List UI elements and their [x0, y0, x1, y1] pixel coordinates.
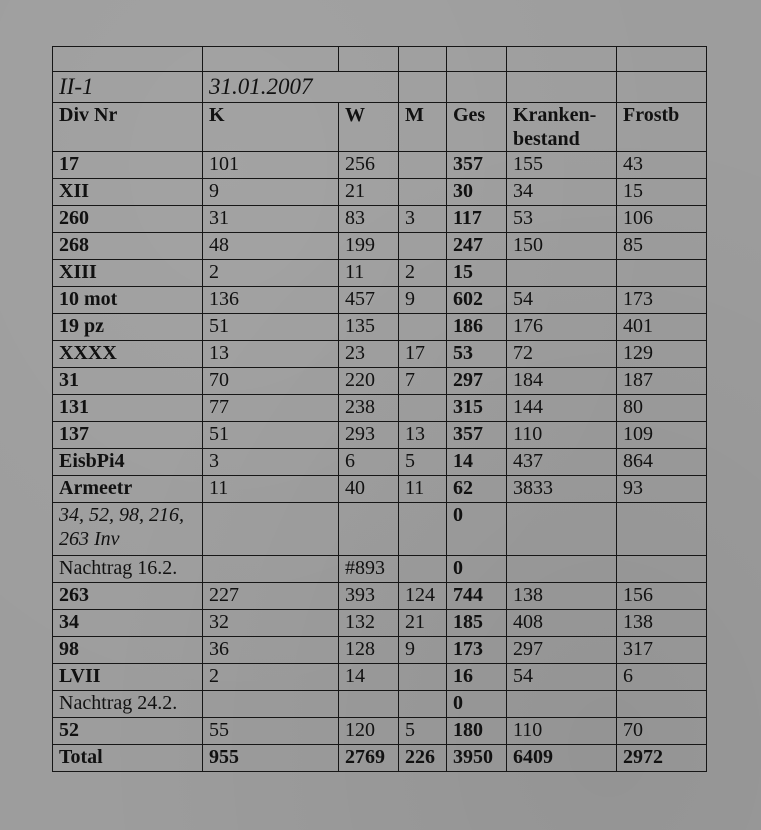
w-cell: [339, 691, 399, 718]
ges-cell: 0: [447, 503, 507, 556]
ges-cell: 315: [447, 395, 507, 422]
k-cell: 36: [203, 637, 339, 664]
w-cell: 128: [339, 637, 399, 664]
m-cell: 7: [399, 368, 447, 395]
sheet-title-row: [53, 72, 707, 103]
m-cell: 5: [399, 718, 447, 745]
frostb-cell: 106: [617, 206, 707, 233]
frostb-cell: 401: [617, 314, 707, 341]
ges-cell: 185: [447, 610, 507, 637]
m-cell: [399, 395, 447, 422]
krankenbestand-cell: 297: [507, 637, 617, 664]
w-cell: 293: [339, 422, 399, 449]
m-cell: 2: [399, 260, 447, 287]
w-cell: 6: [339, 449, 399, 476]
empty-cell: [399, 72, 447, 103]
k-cell: 3: [203, 449, 339, 476]
div-nr-cell: 137: [53, 422, 203, 449]
frostb-cell: 173: [617, 287, 707, 314]
table-row: [53, 287, 707, 314]
empty-cell: [447, 47, 507, 72]
m-cell: 13: [399, 422, 447, 449]
table-row: [53, 637, 707, 664]
m-cell: [399, 152, 447, 179]
ges-cell: 0: [447, 691, 507, 718]
empty-cell: [507, 47, 617, 72]
header-ges: Ges: [447, 103, 507, 152]
w-cell: 11: [339, 260, 399, 287]
ges-cell: 602: [447, 287, 507, 314]
table-row: [53, 179, 707, 206]
w-cell: 132: [339, 610, 399, 637]
empty-cell: [53, 47, 203, 72]
div-nr-cell: XIII: [53, 260, 203, 287]
m-cell: [399, 691, 447, 718]
k-cell: 227: [203, 583, 339, 610]
k-cell: 11: [203, 476, 339, 503]
div-nr-cell: XII: [53, 179, 203, 206]
m-cell: [399, 556, 447, 583]
div-nr-cell: LVII: [53, 664, 203, 691]
k-cell: 32: [203, 610, 339, 637]
krankenbestand-cell: 110: [507, 422, 617, 449]
table-row: [53, 314, 707, 341]
div-nr-cell: Nachtrag 24.2.: [53, 691, 203, 718]
div-nr-cell: XXXX: [53, 341, 203, 368]
krankenbestand-cell: 176: [507, 314, 617, 341]
w-cell: [339, 503, 399, 556]
total-m-cell: 226: [399, 745, 447, 772]
krankenbestand-cell: 155: [507, 152, 617, 179]
div-nr-cell: 17: [53, 152, 203, 179]
frostb-cell: 187: [617, 368, 707, 395]
ges-cell: 247: [447, 233, 507, 260]
table-row: [53, 691, 707, 718]
k-cell: 136: [203, 287, 339, 314]
table-row: [53, 395, 707, 422]
blank-top-row: [53, 47, 707, 72]
div-nr-cell: Nachtrag 16.2.: [53, 556, 203, 583]
frostb-cell: 138: [617, 610, 707, 637]
frostb-cell: 129: [617, 341, 707, 368]
column-header-row: [53, 103, 707, 152]
w-cell: 393: [339, 583, 399, 610]
sheet-code: II-1: [53, 72, 203, 103]
w-cell: 120: [339, 718, 399, 745]
k-cell: 2: [203, 664, 339, 691]
ges-cell: 117: [447, 206, 507, 233]
div-nr-cell: 34: [53, 610, 203, 637]
div-nr-cell: EisbPi4: [53, 449, 203, 476]
div-nr-cell: 263: [53, 583, 203, 610]
m-cell: 17: [399, 341, 447, 368]
krankenbestand-cell: 34: [507, 179, 617, 206]
m-cell: 21: [399, 610, 447, 637]
table-row: [53, 556, 707, 583]
div-nr-cell: 52: [53, 718, 203, 745]
m-cell: 9: [399, 637, 447, 664]
sheet-date: 31.01.2007: [203, 72, 399, 103]
frostb-cell: 864: [617, 449, 707, 476]
m-cell: [399, 503, 447, 556]
div-nr-cell: 19 pz: [53, 314, 203, 341]
total-k-cell: 955: [203, 745, 339, 772]
ges-cell: 53: [447, 341, 507, 368]
total-frostb-cell: 2972: [617, 745, 707, 772]
table-row: [53, 341, 707, 368]
table-row: [53, 503, 707, 556]
total-div-nr-cell: Total: [53, 745, 203, 772]
div-nr-cell: 268: [53, 233, 203, 260]
div-nr-cell: Armeetr: [53, 476, 203, 503]
table-row: [53, 206, 707, 233]
krankenbestand-cell: [507, 556, 617, 583]
m-cell: 5: [399, 449, 447, 476]
krankenbestand-cell: [507, 691, 617, 718]
ges-cell: 16: [447, 664, 507, 691]
krankenbestand-cell: 54: [507, 287, 617, 314]
krankenbestand-cell: 150: [507, 233, 617, 260]
frostb-cell: 93: [617, 476, 707, 503]
div-nr-cell: 10 mot: [53, 287, 203, 314]
frostb-cell: 6: [617, 664, 707, 691]
header-frostb: Frostb: [617, 103, 707, 152]
frostb-cell: 70: [617, 718, 707, 745]
krankenbestand-cell: 54: [507, 664, 617, 691]
empty-cell: [339, 47, 399, 72]
m-cell: 9: [399, 287, 447, 314]
table-row: [53, 260, 707, 287]
krankenbestand-cell: 408: [507, 610, 617, 637]
table-row: [53, 422, 707, 449]
frostb-cell: [617, 260, 707, 287]
k-cell: 48: [203, 233, 339, 260]
empty-cell: [447, 72, 507, 103]
k-cell: 9: [203, 179, 339, 206]
ges-cell: 357: [447, 152, 507, 179]
strength-table: [52, 46, 707, 772]
empty-cell: [203, 47, 339, 72]
k-cell: 13: [203, 341, 339, 368]
k-cell: 55: [203, 718, 339, 745]
w-cell: 40: [339, 476, 399, 503]
table-row: [53, 583, 707, 610]
krankenbestand-cell: [507, 260, 617, 287]
table-row: [53, 664, 707, 691]
w-cell: 457: [339, 287, 399, 314]
ges-cell: 14: [447, 449, 507, 476]
ges-cell: 30: [447, 179, 507, 206]
krankenbestand-cell: 144: [507, 395, 617, 422]
w-cell: 14: [339, 664, 399, 691]
frostb-cell: 43: [617, 152, 707, 179]
m-cell: [399, 664, 447, 691]
total-w-cell: 2769: [339, 745, 399, 772]
k-cell: 2: [203, 260, 339, 287]
krankenbestand-cell: 53: [507, 206, 617, 233]
m-cell: [399, 179, 447, 206]
krankenbestand-cell: 3833: [507, 476, 617, 503]
w-cell: 135: [339, 314, 399, 341]
w-cell: 238: [339, 395, 399, 422]
ges-cell: 297: [447, 368, 507, 395]
empty-cell: [617, 47, 707, 72]
header-k: K: [203, 103, 339, 152]
ges-cell: 186: [447, 314, 507, 341]
k-cell: 51: [203, 314, 339, 341]
k-cell: 51: [203, 422, 339, 449]
empty-cell: [617, 72, 707, 103]
krankenbestand-cell: 184: [507, 368, 617, 395]
ges-cell: 357: [447, 422, 507, 449]
total-krankenbestand-cell: 6409: [507, 745, 617, 772]
table-row: [53, 152, 707, 179]
ges-cell: 15: [447, 260, 507, 287]
ges-cell: 0: [447, 556, 507, 583]
frostb-cell: [617, 503, 707, 556]
total-ges-cell: 3950: [447, 745, 507, 772]
empty-cell: [399, 47, 447, 72]
w-cell: 83: [339, 206, 399, 233]
table-row: [53, 449, 707, 476]
frostb-cell: 156: [617, 583, 707, 610]
k-cell: 31: [203, 206, 339, 233]
table-row: [53, 610, 707, 637]
table-body: [53, 47, 707, 772]
frostb-cell: [617, 556, 707, 583]
ges-cell: 173: [447, 637, 507, 664]
w-cell: 256: [339, 152, 399, 179]
ges-cell: 180: [447, 718, 507, 745]
header-krankenbestand: Kranken-bestand: [507, 103, 617, 152]
div-nr-cell: 260: [53, 206, 203, 233]
w-cell: 199: [339, 233, 399, 260]
div-nr-cell: 98: [53, 637, 203, 664]
frostb-cell: 109: [617, 422, 707, 449]
total-row: [53, 745, 707, 772]
w-cell: 23: [339, 341, 399, 368]
k-cell: 101: [203, 152, 339, 179]
empty-cell: [507, 72, 617, 103]
k-cell: 70: [203, 368, 339, 395]
k-cell: 77: [203, 395, 339, 422]
frostb-cell: 80: [617, 395, 707, 422]
krankenbestand-cell: 110: [507, 718, 617, 745]
frostb-cell: 15: [617, 179, 707, 206]
krankenbestand-cell: 437: [507, 449, 617, 476]
div-nr-cell: 31: [53, 368, 203, 395]
ges-cell: 744: [447, 583, 507, 610]
m-cell: 11: [399, 476, 447, 503]
m-cell: [399, 314, 447, 341]
k-cell: [203, 691, 339, 718]
frostb-cell: 317: [617, 637, 707, 664]
table-row: [53, 233, 707, 260]
header-div-nr: Div Nr: [53, 103, 203, 152]
k-cell: [203, 556, 339, 583]
krankenbestand-cell: [507, 503, 617, 556]
krankenbestand-cell: 72: [507, 341, 617, 368]
krankenbestand-cell: 138: [507, 583, 617, 610]
m-cell: [399, 233, 447, 260]
table-row: [53, 476, 707, 503]
ges-cell: 62: [447, 476, 507, 503]
table-row: [53, 718, 707, 745]
div-nr-cell: 131: [53, 395, 203, 422]
m-cell: 124: [399, 583, 447, 610]
w-cell: 21: [339, 179, 399, 206]
m-cell: 3: [399, 206, 447, 233]
frostb-cell: 85: [617, 233, 707, 260]
k-cell: [203, 503, 339, 556]
header-m: M: [399, 103, 447, 152]
header-w: W: [339, 103, 399, 152]
w-cell: 220: [339, 368, 399, 395]
table-row: [53, 368, 707, 395]
w-cell: #893: [339, 556, 399, 583]
div-nr-cell: 34, 52, 98, 216, 263 Inv: [53, 503, 203, 556]
frostb-cell: [617, 691, 707, 718]
